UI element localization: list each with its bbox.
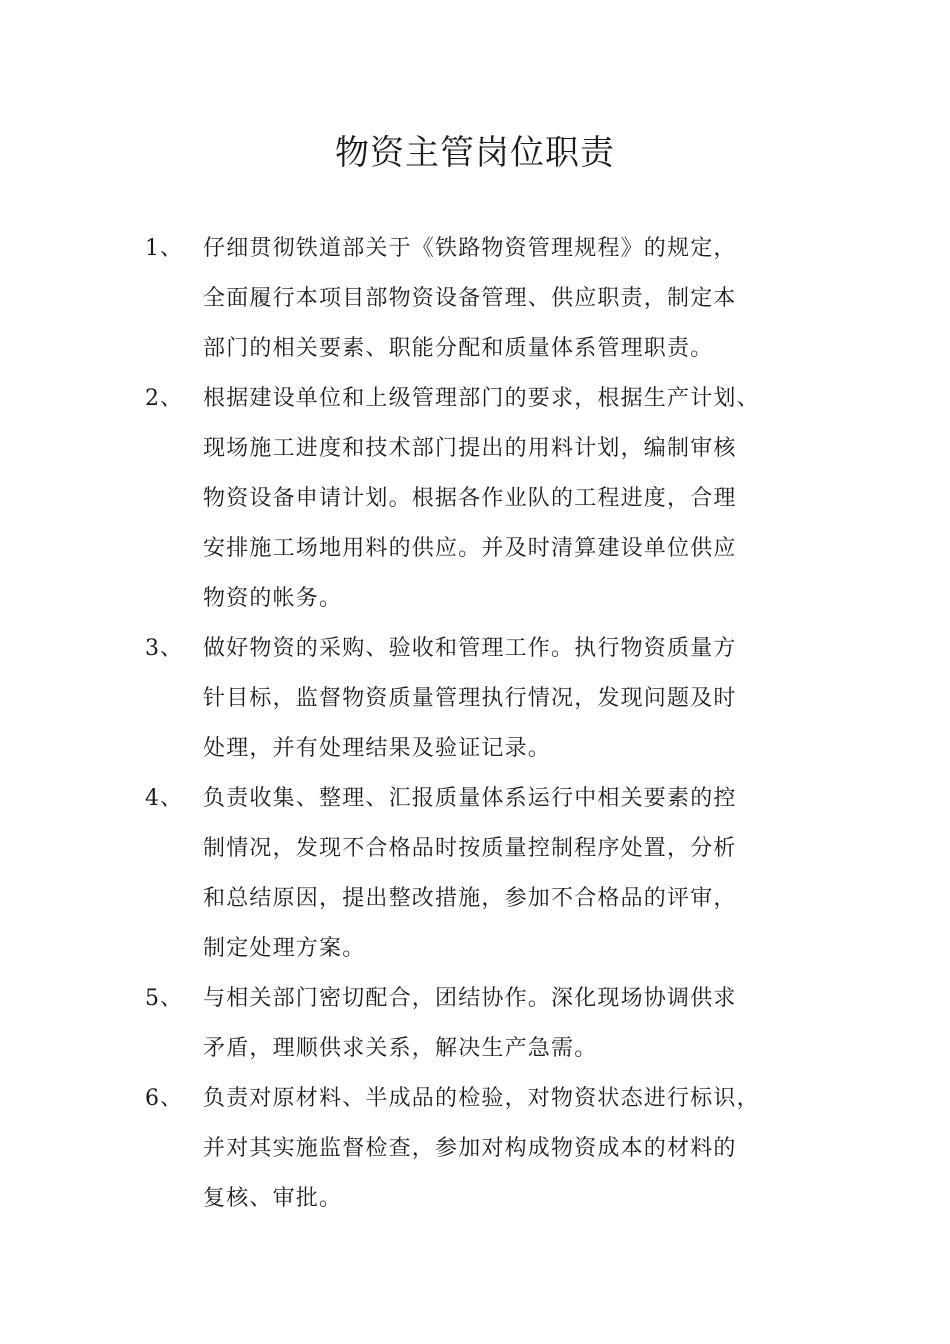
duty-text-line: 与相关部门密切配合，团结协作。深化现场协调供求 bbox=[203, 986, 737, 1011]
duty-text bbox=[203, 624, 811, 774]
duty-item-1 bbox=[145, 224, 835, 374]
duty-text bbox=[203, 1074, 811, 1224]
duty-text-line: 并对其实施监督检查，参加对构成物资成本的材料的 bbox=[203, 1136, 737, 1161]
duty-item-2 bbox=[145, 374, 835, 624]
duty-text-line: 做好物资的采购、验收和管理工作。执行物资质量方 bbox=[203, 636, 737, 661]
duty-text-line: 物资的帐务。 bbox=[203, 586, 343, 611]
duty-item-3 bbox=[145, 624, 835, 774]
duty-text-line: 仔细贯彻铁道部关于《铁路物资管理规程》的规定， bbox=[203, 236, 737, 261]
duty-text-line: 安排施工场地用料的供应。并及时清算建设单位供应 bbox=[203, 536, 737, 561]
duty-text-line: 处理，并有处理结果及验证记录。 bbox=[203, 736, 552, 761]
duty-text bbox=[203, 774, 811, 974]
duty-item-6 bbox=[145, 1074, 835, 1224]
duty-text-line: 制定处理方案。 bbox=[203, 936, 366, 961]
duty-number: 4、 bbox=[145, 786, 183, 811]
duty-item-5 bbox=[145, 974, 835, 1074]
duty-text-line: 负责收集、整理、汇报质量体系运行中相关要素的控 bbox=[203, 786, 737, 811]
duty-text-line: 物资设备申请计划。根据各作业队的工程进度，合理 bbox=[203, 486, 737, 511]
duty-text-line: 负责对原材料、半成品的检验，对物资状态进行标识， bbox=[203, 1086, 760, 1111]
duty-number: 3、 bbox=[145, 636, 183, 661]
duty-number: 2、 bbox=[145, 386, 183, 411]
duty-text bbox=[203, 974, 811, 1074]
duty-text-line: 矛盾，理顺供求关系，解决生产急需。 bbox=[203, 1036, 598, 1061]
duty-text-line: 全面履行本项目部物资设备管理、供应职责，制定本 bbox=[203, 286, 737, 311]
duty-list bbox=[145, 224, 835, 1224]
duty-number: 1、 bbox=[145, 236, 183, 261]
duty-text-line: 现场施工进度和技术部门提出的用料计划，编制审核 bbox=[203, 436, 737, 461]
duty-text bbox=[203, 224, 811, 374]
duty-item-4 bbox=[145, 774, 835, 974]
duty-text bbox=[203, 374, 811, 624]
duty-text-line: 制情况，发现不合格品时按质量控制程序处置，分析 bbox=[203, 836, 737, 861]
page-title: 物资主管岗位职责 bbox=[335, 133, 615, 173]
duty-text-line: 针目标，监督物资质量管理执行情况，发现问题及时 bbox=[203, 686, 737, 711]
duty-text-line: 和总结原因，提出整改措施，参加不合格品的评审， bbox=[203, 886, 737, 911]
duty-text-line: 部门的相关要素、职能分配和质量体系管理职责。 bbox=[203, 336, 714, 361]
duty-number: 5、 bbox=[145, 986, 183, 1011]
duty-text-line: 根据建设单位和上级管理部门的要求，根据生产计划、 bbox=[203, 386, 760, 411]
duty-text-line: 复核、审批。 bbox=[203, 1186, 343, 1211]
duty-number: 6、 bbox=[145, 1086, 183, 1111]
